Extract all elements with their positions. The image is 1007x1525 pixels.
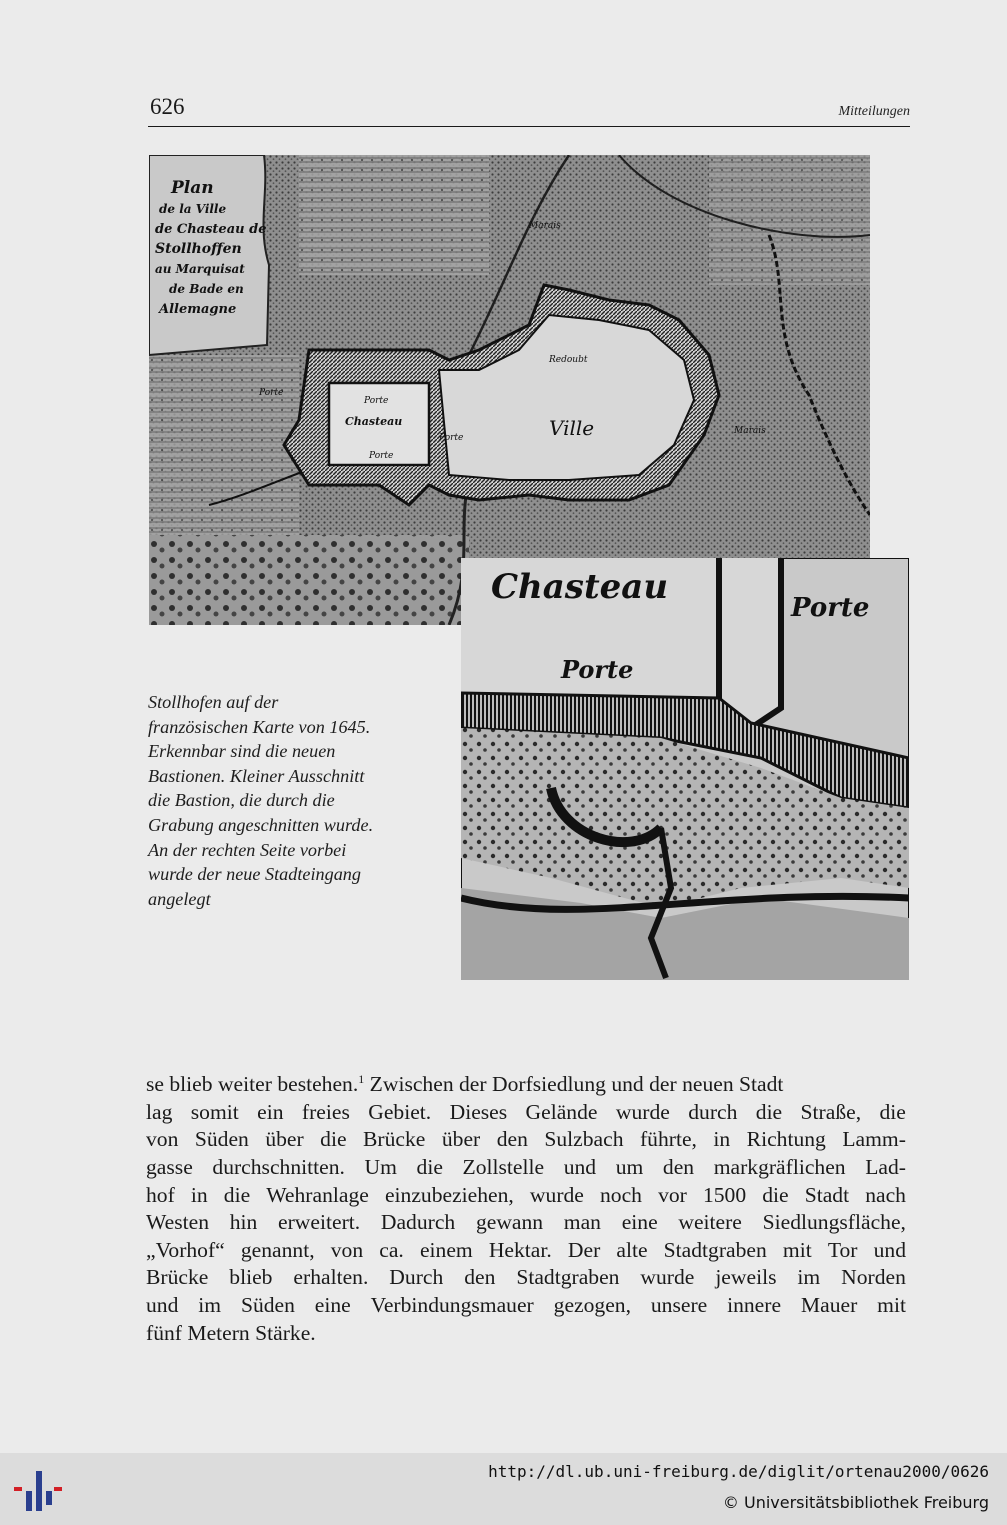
body-word: gewann	[475, 1210, 544, 1235]
map-label-porte-top: Porte	[364, 396, 389, 406]
body-word: Süden	[194, 1127, 249, 1152]
page-number: 626	[150, 94, 185, 119]
body-line	[146, 1264, 906, 1292]
footnote-marker[interactable]: 1	[358, 1072, 365, 1086]
body-word: Zollstelle	[462, 1154, 545, 1179]
map-label-marais-top: Marais	[529, 221, 561, 231]
map-label-ville: Ville	[549, 416, 595, 440]
body-word: „Vorhof“	[146, 1237, 225, 1262]
body-word: Lamm-	[842, 1127, 906, 1152]
body-word: Gebiet.	[368, 1099, 432, 1124]
cartouche-line: Allemagne	[159, 302, 237, 317]
caption-line: Grabung angeschnitten wurde.	[148, 814, 374, 835]
body-line	[146, 1292, 906, 1320]
map-label-marais-right: Marais	[734, 426, 766, 436]
map-label-porte-left: Porte	[259, 388, 284, 398]
body-word: in	[190, 1182, 208, 1207]
running-head: Mitteilungen	[838, 104, 910, 119]
body-text-segment: Zwischen der Dorfsiedlung und der neuen Stadt	[364, 1072, 784, 1097]
body-word: Sulzbach	[544, 1127, 624, 1152]
body-word: den	[496, 1127, 528, 1152]
cartouche-line: au Marquisat	[155, 262, 245, 276]
body-line	[146, 1182, 906, 1210]
body-word: von	[146, 1127, 179, 1152]
body-word: ein	[257, 1099, 284, 1124]
body-word: einem	[419, 1237, 473, 1262]
body-word: führte,	[639, 1127, 697, 1152]
body-line: fünf Metern Stärke.	[146, 1320, 316, 1345]
body-word: Richtung	[746, 1127, 826, 1152]
body-paragraph	[146, 1066, 906, 1347]
body-word: 1500	[702, 1182, 747, 1207]
body-word: Hektar.	[488, 1237, 552, 1262]
body-word: gasse	[146, 1154, 193, 1179]
source-url-link[interactable]: http://dl.ub.uni-freiburg.de/diglit/ortenau2000/0626	[488, 1462, 989, 1481]
body-word: in	[713, 1127, 731, 1152]
caption-line: Erkennbar sind die neuen	[148, 741, 336, 762]
body-word: weitere	[678, 1210, 742, 1235]
detail-label-chasteau: Chasteau	[491, 567, 669, 607]
body-word: wurde	[529, 1182, 584, 1207]
body-word: über	[265, 1127, 304, 1152]
body-word: blieb	[229, 1265, 273, 1290]
map-label-porte-right: Porte	[439, 433, 464, 443]
body-word: Verbindungsmauer	[370, 1292, 534, 1317]
caption-line: französischen Karte von 1645.	[148, 716, 371, 737]
body-word: die	[223, 1182, 251, 1207]
caption-line: wurde der neue Stadteingang	[148, 864, 361, 885]
body-word: hin	[229, 1210, 258, 1235]
copyright-notice: © Universitätsbibliothek Freiburg	[722, 1493, 989, 1512]
body-word: Dadurch	[380, 1210, 456, 1235]
body-word: einzubeziehen,	[384, 1182, 514, 1207]
historical-map-image	[149, 155, 870, 625]
body-word: die	[762, 1182, 789, 1207]
body-word: durchschnitten.	[212, 1154, 345, 1179]
body-word: Gelände	[525, 1099, 598, 1124]
body-line	[146, 1066, 906, 1099]
cartouche-line: Stollhoffen	[155, 241, 242, 257]
body-line	[146, 1237, 906, 1265]
body-word: Dieses	[449, 1099, 508, 1124]
body-word: man	[563, 1210, 601, 1235]
body-word: Um	[364, 1154, 397, 1179]
body-word: und	[146, 1292, 179, 1317]
body-word: Lad-	[865, 1154, 906, 1179]
body-word: die	[320, 1127, 347, 1152]
cartouche-line: Plan	[171, 178, 214, 198]
body-word: Stadtgraben	[663, 1237, 767, 1262]
body-word: alte	[616, 1237, 648, 1262]
body-word: eine	[314, 1292, 351, 1317]
body-word: somit	[190, 1099, 239, 1124]
body-word: Straße,	[800, 1099, 862, 1124]
cartouche-line: de Bade en	[169, 282, 244, 296]
body-word: wurde	[615, 1099, 670, 1124]
body-text-segment: se blieb weiter bestehen.	[146, 1072, 359, 1097]
body-word: erhalten.	[293, 1265, 369, 1290]
body-word: Stadtgraben	[516, 1265, 620, 1290]
body-line	[146, 1126, 906, 1154]
body-line	[146, 1099, 906, 1127]
body-word: Mauer	[800, 1292, 858, 1317]
map-label-porte-bottom: Porte	[369, 451, 394, 461]
body-word: mit	[782, 1237, 812, 1262]
body-word: nach	[865, 1182, 906, 1207]
body-word: freies	[301, 1099, 350, 1124]
body-word: Siedlungsfläche,	[762, 1210, 906, 1235]
body-word: von	[330, 1237, 364, 1262]
body-word: den	[464, 1265, 496, 1290]
body-word: über	[441, 1127, 481, 1152]
body-word: die	[755, 1099, 783, 1124]
body-word: um	[615, 1154, 644, 1179]
cartouche-line: de la Ville	[159, 202, 227, 216]
body-word: erweitert.	[278, 1210, 361, 1235]
body-word: eine	[621, 1210, 658, 1235]
body-word: genannt,	[240, 1237, 315, 1262]
body-word: Stadt	[804, 1182, 850, 1207]
detail-label-porte-low: Porte	[561, 655, 634, 684]
body-word: Norden	[841, 1265, 906, 1290]
ub-freiburg-logo-icon[interactable]	[12, 1467, 64, 1515]
body-word: vor	[658, 1182, 687, 1207]
header-rule	[148, 126, 910, 127]
body-word: innere	[727, 1292, 782, 1317]
detail-label-porte-right: Porte	[791, 593, 870, 623]
caption-line: Stollhofen auf der	[148, 692, 279, 712]
body-word: und	[563, 1154, 597, 1179]
caption-line: die Bastion, die durch die	[148, 790, 335, 811]
body-word: im	[198, 1292, 222, 1317]
body-word: im	[797, 1265, 821, 1290]
figure-caption	[148, 690, 448, 911]
body-word: und	[873, 1237, 906, 1262]
body-word: Der	[567, 1237, 601, 1262]
body-word: die	[879, 1099, 906, 1124]
page-header	[148, 94, 910, 128]
caption-line: An der rechten Seite vorbei	[148, 839, 347, 860]
body-word: Durch	[389, 1265, 444, 1290]
body-line	[146, 1209, 906, 1237]
body-word: durch	[688, 1099, 738, 1124]
body-word: Süden	[240, 1292, 295, 1317]
map-label-chasteau: Chasteau	[345, 415, 403, 428]
library-footer	[0, 1453, 1007, 1525]
map-detail-inset	[461, 558, 909, 980]
body-word: ca.	[379, 1237, 404, 1262]
body-word: wurde	[640, 1265, 695, 1290]
body-word: den	[662, 1154, 695, 1179]
body-line-segment	[146, 1066, 783, 1099]
map-label-redoubt: Redoubt	[549, 355, 588, 365]
body-word: gezogen,	[553, 1292, 631, 1317]
body-word: lag	[146, 1099, 173, 1124]
cartouche-line: de Chasteau de	[155, 222, 267, 237]
caption-line: Bastionen. Kleiner Ausschnitt	[148, 765, 365, 786]
body-word: Wehranlage	[266, 1182, 369, 1207]
body-line	[146, 1154, 906, 1182]
body-word: Brücke	[363, 1127, 426, 1152]
body-word: hof	[146, 1182, 175, 1207]
body-word: markgräflichen	[713, 1154, 846, 1179]
body-word: unsere	[650, 1292, 708, 1317]
body-word: Tor	[827, 1237, 858, 1262]
body-word: noch	[599, 1182, 642, 1207]
caption-line: angelegt	[148, 888, 211, 909]
body-word: Brücke	[146, 1265, 209, 1290]
body-word: jeweils	[715, 1265, 777, 1290]
body-word: Westen	[146, 1210, 210, 1235]
body-word: mit	[877, 1292, 906, 1317]
body-word: die	[416, 1154, 443, 1179]
